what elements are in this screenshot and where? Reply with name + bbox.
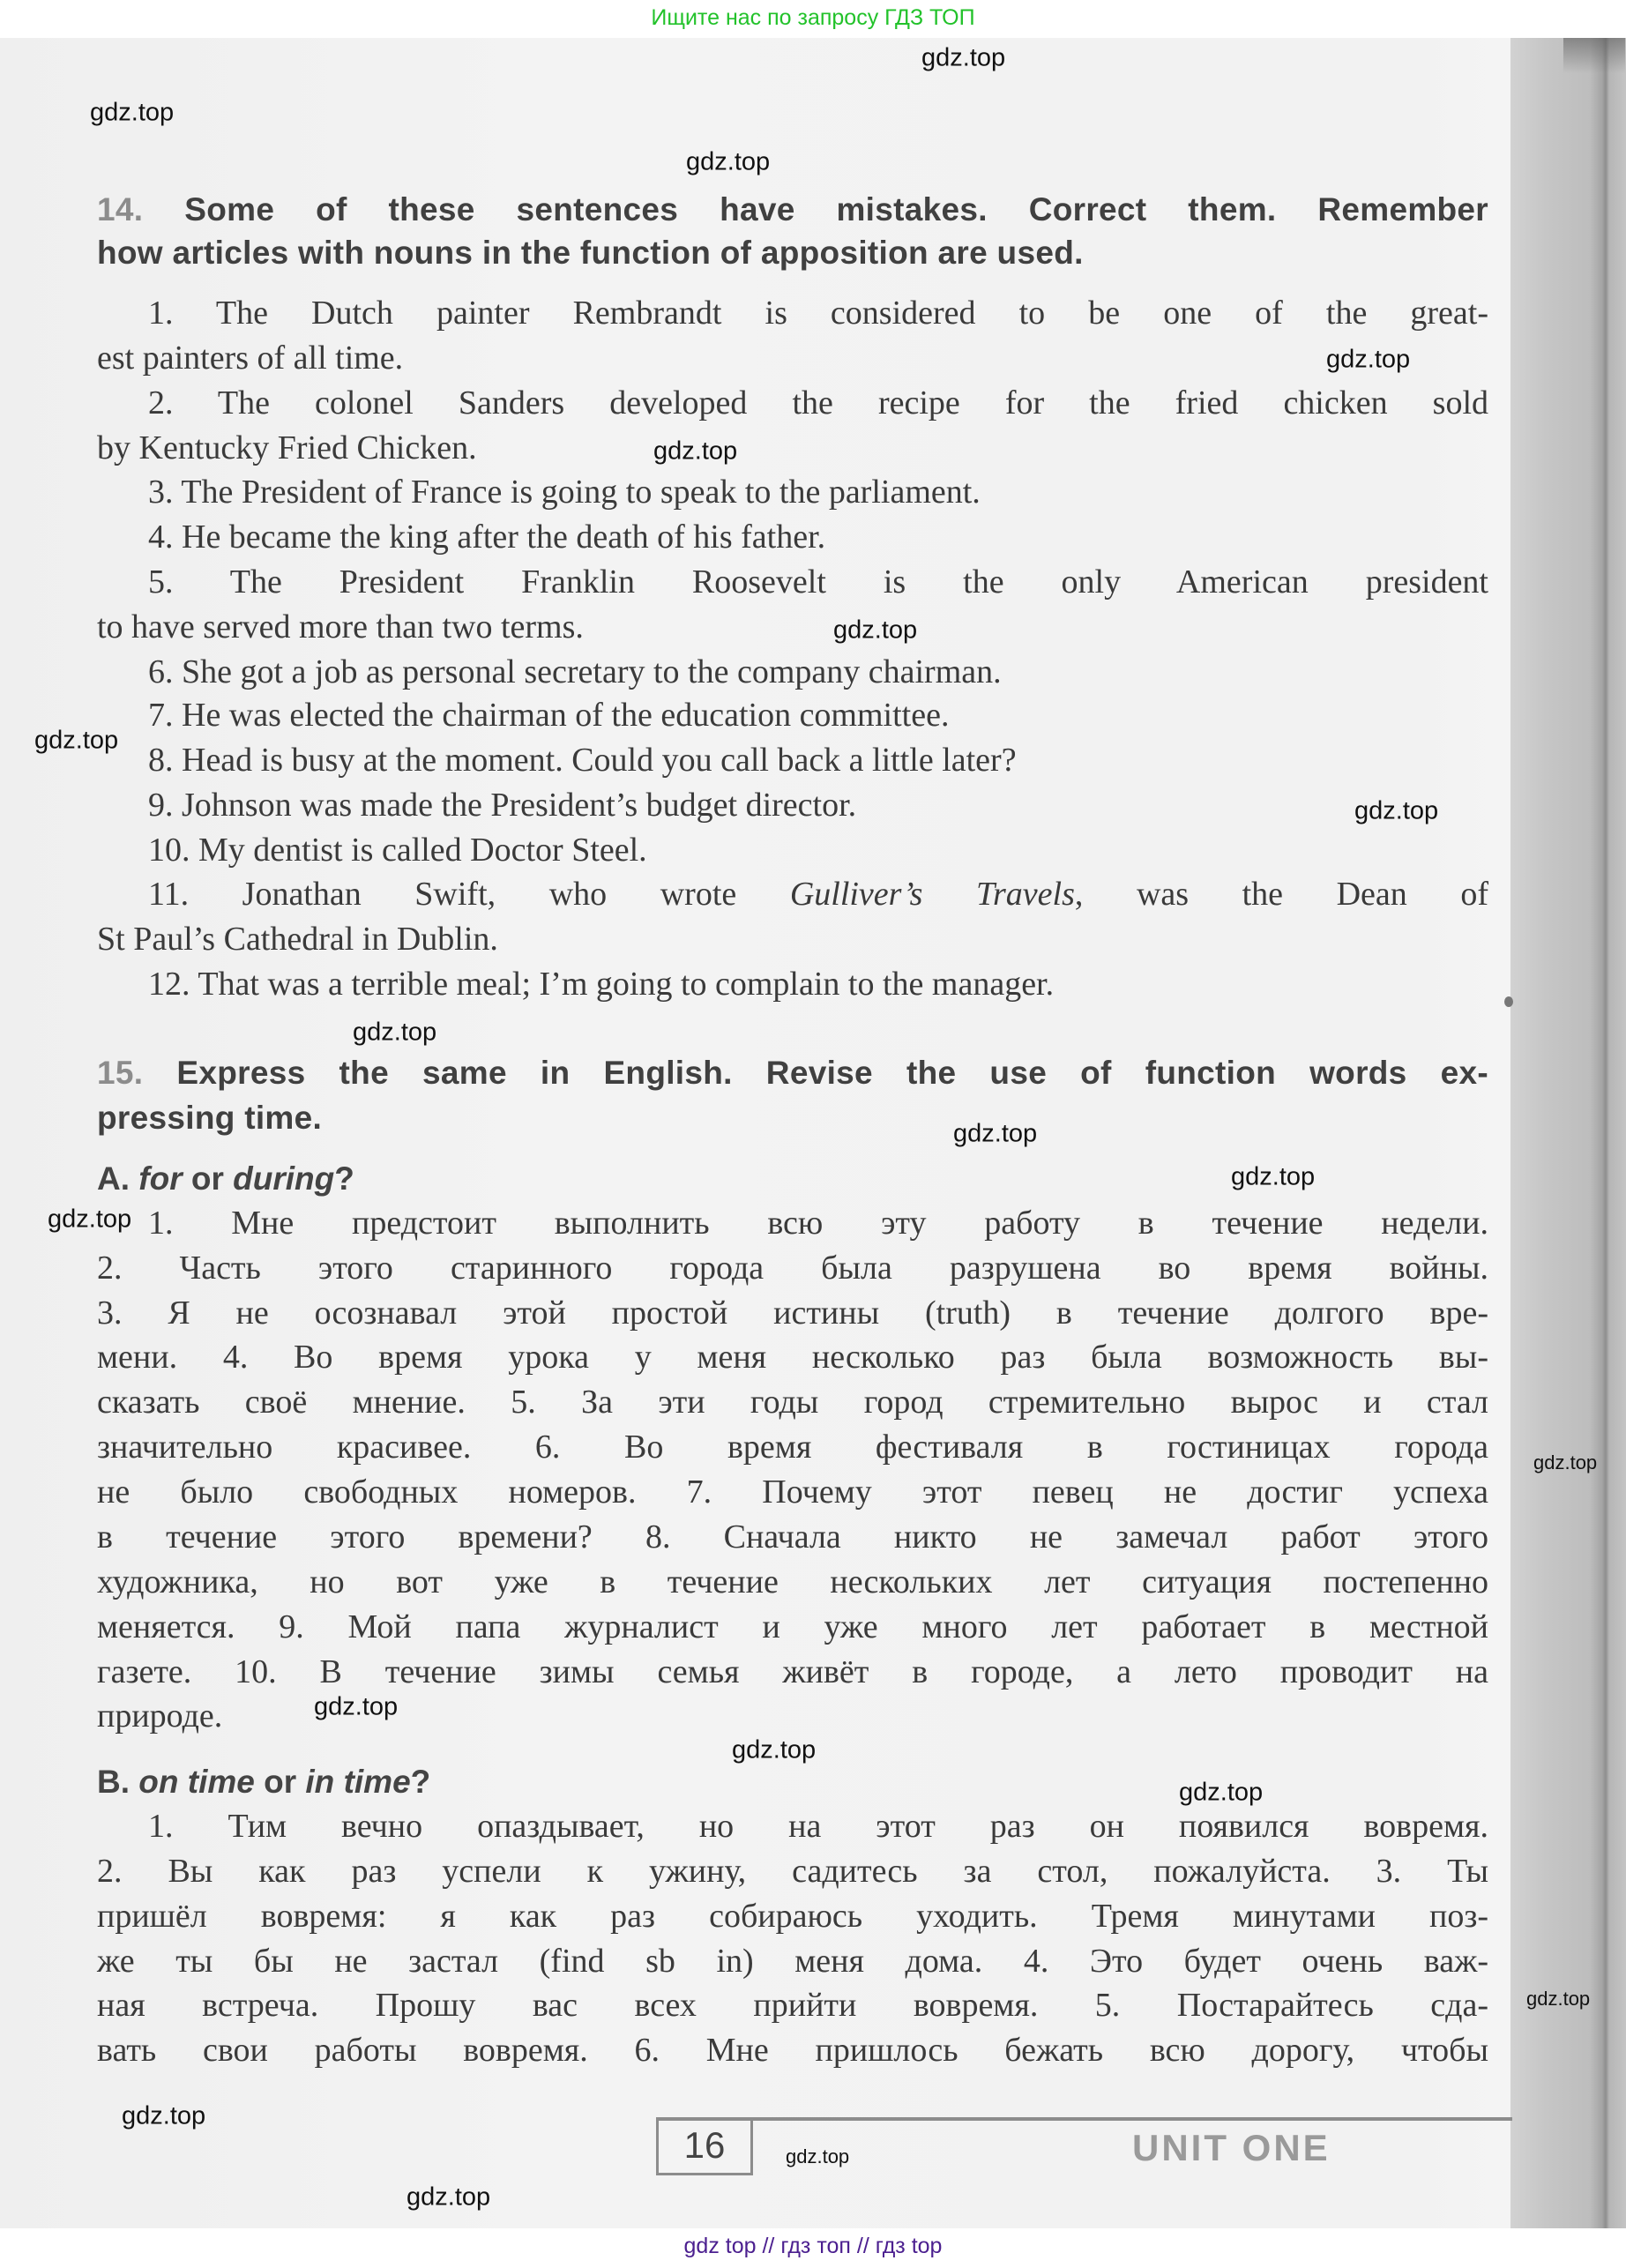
ex14-sentence-11b: St Paul’s Cathedral in Dublin. <box>97 921 498 958</box>
ex14-sentence-6: 6. She got a job as personal secretary to the company chairman. <box>148 653 1002 690</box>
book-title: Gulliver’s Travels <box>789 876 1075 913</box>
ex15b-line-6: вать свои работы вовремя. 6. Мне пришлось бежать всю дорогу, чтобы <box>97 2032 1488 2069</box>
top-banner-text[interactable]: Ищите нас по запросу ГДЗ ТОП <box>651 5 975 30</box>
ex15b-line-4: же ты бы не застал (find sb in) меня дома. 4. Это будет очень важ- <box>97 1943 1488 1980</box>
watermark[interactable]: gdz.top <box>122 2101 206 2130</box>
ex14-sentence-5b: to have served more than two terms. <box>97 608 584 645</box>
ex15-part-a-label: A. for or during? <box>97 1160 354 1197</box>
watermark[interactable]: gdz.top <box>48 1205 132 1234</box>
ex15a-line-4: мени. 4. Во время урока у меня несколько раз была возможность вы- <box>97 1339 1488 1376</box>
footer-rule <box>656 2117 1512 2121</box>
ex14-number: 14. <box>97 191 144 228</box>
ex15a-line-11: газете. 10. В течение зимы семья живёт в городе, а лето проводит на <box>97 1653 1488 1690</box>
ex15a-line-5: сказать своё мнение. 5. За эти годы город стремительно вырос и стал <box>97 1384 1488 1421</box>
ex15b-line-2: 2. Вы как раз успели к ужину, садитесь за стол, пожалуйста. 3. Ты <box>97 1853 1488 1890</box>
margin-dot <box>1504 996 1513 1007</box>
watermark[interactable]: gdz.top <box>653 436 738 466</box>
ex14-sentence-8: 8. Head is busy at the moment. Could you call back a little later? <box>148 742 1017 779</box>
page-edge <box>1510 38 1626 2228</box>
watermark[interactable]: gdz.top <box>1533 1451 1598 1473</box>
ex15a-line-3: 3. Я не осознавал этой простой истины (truth) в течение долгого вре- <box>97 1294 1488 1332</box>
ex15a-line-8: в течение этого времени? 8. Сначала никто не замечал работ этого <box>97 1518 1488 1556</box>
ex14-sentence-2a: 2. The colonel Sanders developed the recipe for the fried chicken sold <box>148 384 1488 422</box>
watermark[interactable]: gdz.top <box>353 1018 437 1047</box>
bottom-banner <box>0 2228 1626 2268</box>
ex14-heading-line1: 14. Some of these sentences have mistakes. Correct them. Remember <box>97 191 1488 228</box>
watermark[interactable]: gdz.top <box>1354 796 1439 825</box>
ex15a-line-1: 1. Мне предстоит выполнить всю эту работу в течение недели. <box>148 1205 1488 1242</box>
ex15a-line-10: меняется. 9. Мой папа журналист и уже много лет работает в местной <box>97 1608 1488 1645</box>
ex14-sentence-11a: 11. Jonathan Swift, who wrote Gulliver’s Travels, was the Dean of <box>148 876 1488 913</box>
ex15b-line-3: пришёл вовремя: я как раз собираюсь уходить. Тремя минутами поз- <box>97 1898 1488 1935</box>
watermark[interactable]: gdz.top <box>406 2182 491 2212</box>
ex15a-line-7: не было свободных номеров. 7. Почему этот певец не достиг успеха <box>97 1473 1488 1511</box>
ex15-heading-line1: 15. Express the same in English. Revise the use of function words ex- <box>97 1055 1488 1091</box>
watermark[interactable]: gdz.top <box>732 1735 817 1764</box>
ex14-sentence-1a: 1. The Dutch painter Rembrandt is considered to be one of the great- <box>148 295 1488 332</box>
ex14-heading-line2: how articles with nouns in the function of apposition are used. <box>97 235 1084 271</box>
watermark[interactable]: gdz.top <box>686 147 771 176</box>
bottom-banner-text[interactable]: gdz top // гдз топ // гдз top <box>683 2234 943 2258</box>
ex15a-line-2: 2. Часть этого старинного города была разрушена во время войны. <box>97 1250 1488 1287</box>
ex15-heading-line2: pressing time. <box>97 1100 323 1136</box>
ex14-sentence-3: 3. The President of France is going to speak to the parliament. <box>148 474 981 511</box>
ex15b-line-5: ная встреча. Прошу вас всех прийти вовремя. 5. Постарайтесь сда- <box>97 1987 1488 2024</box>
ex14-sentence-4: 4. He became the king after the death of his father. <box>148 519 826 556</box>
watermark[interactable]: gdz.top <box>786 2145 850 2167</box>
ex15-number: 15. <box>97 1055 144 1091</box>
watermark[interactable]: gdz.top <box>90 98 175 127</box>
ex14-sentence-7: 7. He was elected the chairman of the education committee. <box>148 697 950 734</box>
ex15a-line-9: художника, но вот уже в течение нескольких лет ситуация постепенно <box>97 1563 1488 1600</box>
watermark[interactable]: gdz.top <box>953 1119 1038 1148</box>
ex15a-line-6: значительно красивее. 6. Во время фестиваля в гостиницах города <box>97 1429 1488 1466</box>
watermark[interactable]: gdz.top <box>1326 345 1411 374</box>
ex14-sentence-2b: by Kentucky Fried Chicken. <box>97 429 477 466</box>
page-number: 16 <box>656 2117 753 2175</box>
ex15-part-b-label: B. on time or in time? <box>97 1764 431 1800</box>
watermark[interactable]: gdz.top <box>34 726 119 755</box>
watermark[interactable]: gdz.top <box>1526 1988 1591 2010</box>
watermark[interactable]: gdz.top <box>833 615 918 645</box>
ex15b-line-1: 1. Тим вечно опаздывает, но на этот раз он появился вовремя. <box>148 1808 1488 1845</box>
watermark[interactable]: gdz.top <box>921 43 1006 72</box>
unit-title: UNIT ONE <box>1132 2127 1331 2168</box>
ex14-sentence-1b: est painters of all time. <box>97 339 404 377</box>
ex14-sentence-10: 10. My dentist is called Doctor Steel. <box>148 832 647 869</box>
watermark[interactable]: gdz.top <box>1179 1778 1264 1807</box>
ex14-sentence-9: 9. Johnson was made the President’s budget director. <box>148 787 857 824</box>
ex14-sentence-12: 12. That was a terrible meal; I’m going to complain to the manager. <box>148 966 1055 1003</box>
ex15a-line-12: природе. <box>97 1697 223 1735</box>
top-banner <box>0 0 1626 38</box>
ex14-sentence-5a: 5. The President Franklin Roosevelt is the only American president <box>148 563 1488 601</box>
watermark[interactable]: gdz.top <box>1231 1162 1316 1191</box>
watermark[interactable]: gdz.top <box>314 1692 399 1721</box>
